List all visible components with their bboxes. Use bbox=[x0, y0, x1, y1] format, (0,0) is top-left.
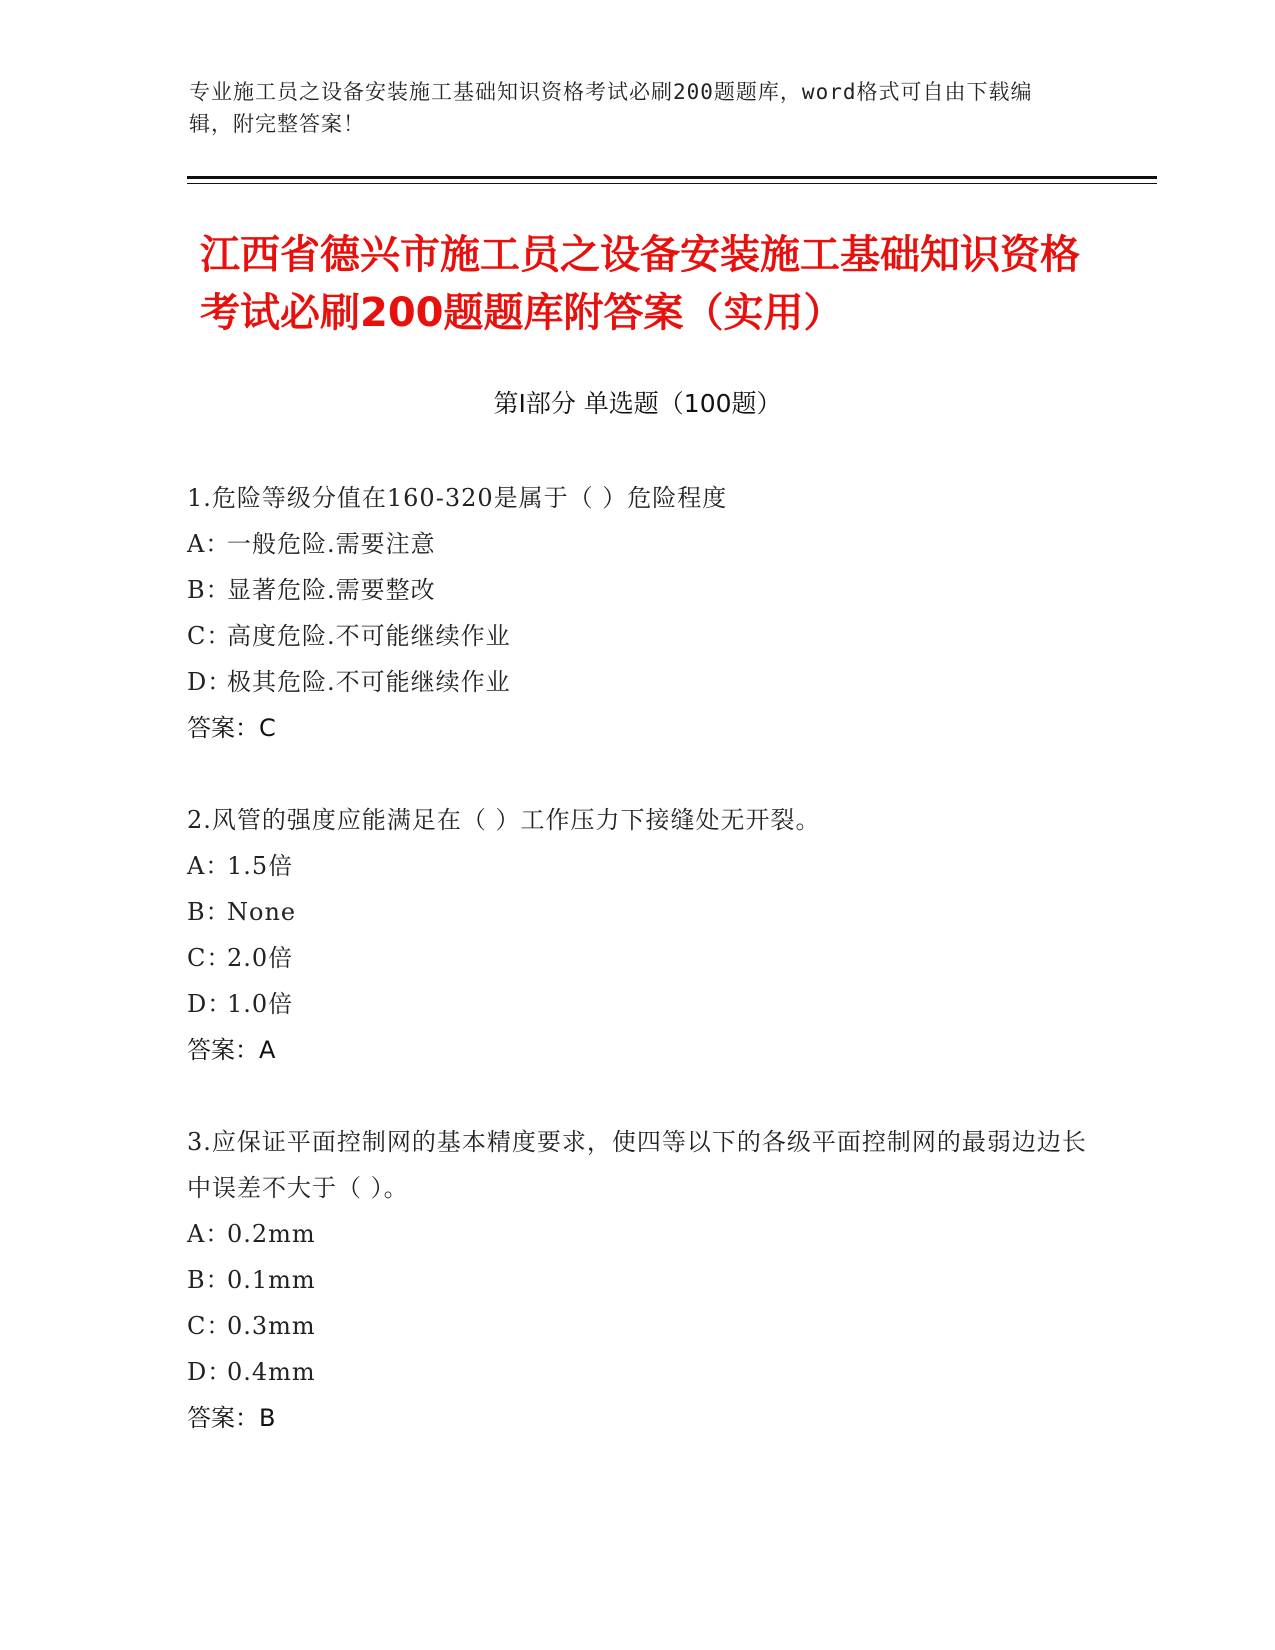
question-1 bbox=[187, 475, 1087, 751]
option-key: A： bbox=[187, 1220, 231, 1248]
option-key: C： bbox=[187, 944, 232, 972]
option-key: A： bbox=[187, 530, 231, 558]
option-text: 0.3mm bbox=[227, 1312, 316, 1340]
question-2 bbox=[187, 797, 1087, 1073]
question-list bbox=[187, 475, 1087, 1487]
option-key: A： bbox=[187, 852, 231, 880]
header-rule-thin bbox=[187, 183, 1157, 184]
option-key: D： bbox=[187, 1358, 233, 1386]
option-text: 0.2mm bbox=[227, 1220, 316, 1248]
option-c bbox=[187, 935, 1087, 981]
option-a bbox=[187, 1211, 1087, 1257]
option-key: D： bbox=[187, 668, 233, 696]
question-answer: 答案：A bbox=[187, 1036, 276, 1064]
option-text: 1.0倍 bbox=[227, 990, 294, 1018]
option-text: 1.5倍 bbox=[227, 852, 294, 880]
document-title: 江西省德兴市施工员之设备安装施工基础知识资格考试必刷200题题库附答案（实用） bbox=[200, 232, 1080, 336]
option-text: 一般危险.需要注意 bbox=[227, 530, 436, 558]
option-key: B： bbox=[187, 1266, 231, 1294]
option-text: 0.1mm bbox=[227, 1266, 316, 1294]
question-answer: 答案：B bbox=[187, 1404, 276, 1432]
option-b bbox=[187, 889, 1087, 935]
question-stem: 1.危险等级分值在160-320是属于（ ）危险程度 bbox=[187, 484, 728, 512]
option-key: D： bbox=[187, 990, 233, 1018]
question-stem: 3.应保证平面控制网的基本精度要求，使四等以下的各级平面控制网的最弱边边长中误差不大于（ ）。 bbox=[187, 1128, 1087, 1202]
option-key: B： bbox=[187, 898, 231, 926]
header-rule-thick bbox=[187, 176, 1157, 179]
question-stem: 2.风管的强度应能满足在（ ）工作压力下接缝处无开裂。 bbox=[187, 806, 821, 834]
option-d bbox=[187, 981, 1087, 1027]
option-d bbox=[187, 1349, 1087, 1395]
option-text: 显著危险.需要整改 bbox=[227, 576, 436, 604]
option-text: 高度危险.不可能继续作业 bbox=[227, 622, 511, 650]
option-text: 极其危险.不可能继续作业 bbox=[227, 668, 511, 696]
option-a bbox=[187, 843, 1087, 889]
question-answer: 答案：C bbox=[187, 714, 276, 742]
option-a bbox=[187, 521, 1087, 567]
option-key: B： bbox=[187, 576, 231, 604]
option-c bbox=[187, 1303, 1087, 1349]
option-d bbox=[187, 659, 1087, 705]
option-key: C： bbox=[187, 622, 232, 650]
option-text: None bbox=[227, 898, 297, 926]
option-b bbox=[187, 567, 1087, 613]
option-text: 2.0倍 bbox=[227, 944, 294, 972]
question-3 bbox=[187, 1119, 1087, 1441]
option-key: C： bbox=[187, 1312, 232, 1340]
header-note: 专业施工员之设备安装施工基础知识资格考试必刷200题题库，word格式可自由下载编辑，附完整答案！ bbox=[189, 80, 1033, 136]
option-text: 0.4mm bbox=[227, 1358, 316, 1386]
section-title: 第Ⅰ部分 单选题（100题） bbox=[493, 389, 782, 418]
option-b bbox=[187, 1257, 1087, 1303]
option-c bbox=[187, 613, 1087, 659]
